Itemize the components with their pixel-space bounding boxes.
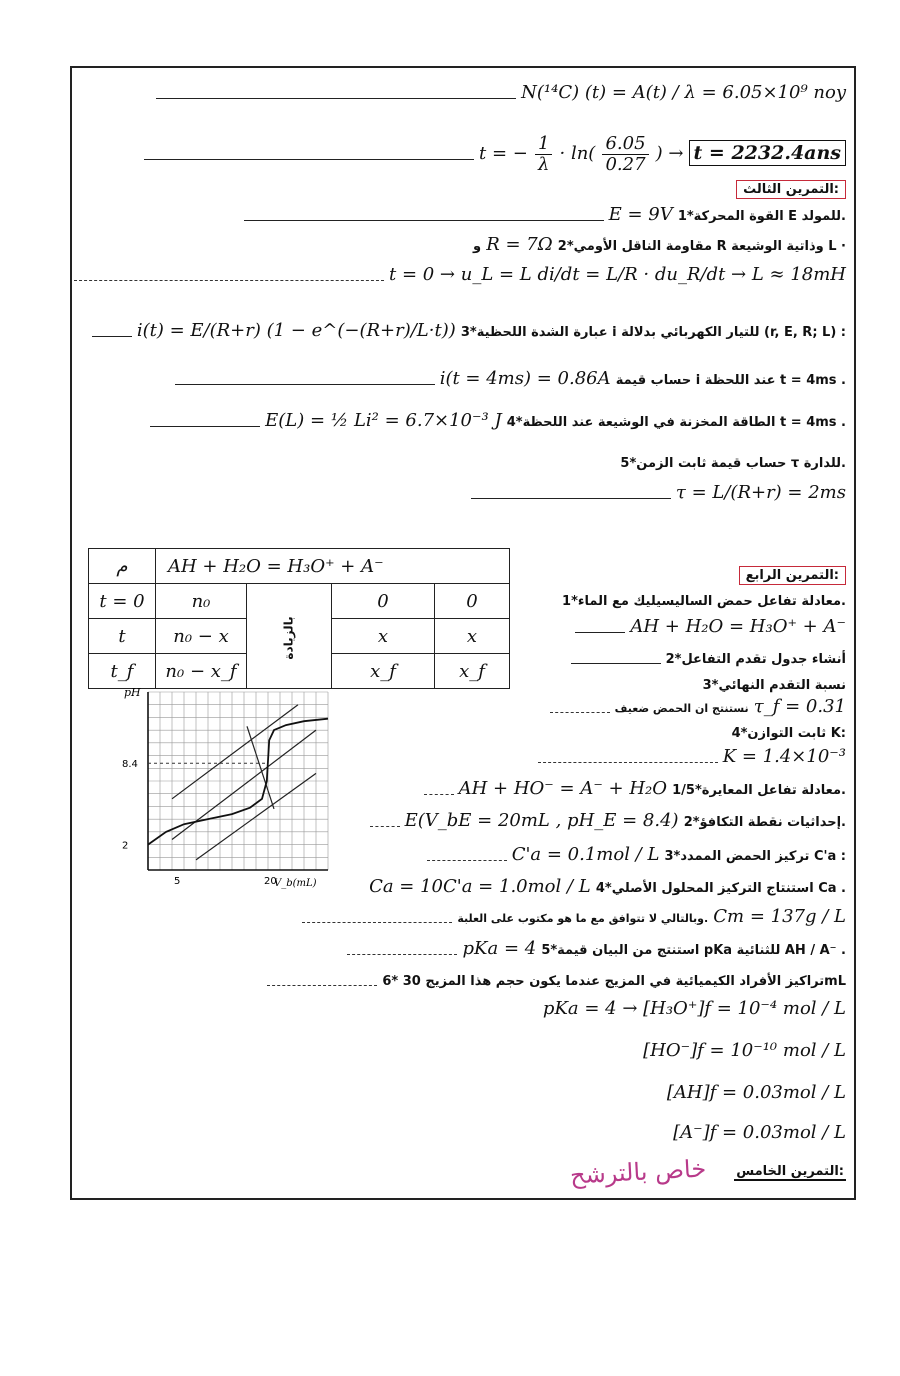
table-row — [89, 584, 510, 619]
time-result: t = 2232.4ans — [689, 140, 846, 166]
ex4-q6-m3: [AH]f = 0.03mol / L — [666, 1082, 846, 1103]
table-cell: x — [435, 619, 510, 654]
handwritten-note: خاص بالترشح — [569, 1154, 707, 1190]
y-axis-label: pH — [124, 686, 141, 699]
time-line: t = − $\frac{1}{\lambda}$ · ln( $\frac{6.05}{0.27}$ ) → t = 2232.4ans — [144, 134, 846, 175]
tangent-line-upper — [172, 705, 298, 799]
ex4-q5-4: Ca = 10C'a = 1.0mol / L 4*استنتاج التركيز المحلول الأصلي Ca . — [369, 876, 846, 897]
ex4-q5-4b: وبالتالي لا تتوافق مع ما هو مكتوب على العلبة. Cm = 137g / L — [302, 906, 846, 927]
ex4-q5-1: AH + HO⁻ = A⁻ + H₂O 1/5*معادلة تفاعل المعايرة. — [424, 778, 846, 799]
ex3-q2: و R = 7Ω 2*مقاومة الناقل الأومي R وذاتية الوشيعة L · — [473, 234, 846, 255]
ex4-q1-math: AH + H₂O = H₃O⁺ + A⁻ — [575, 616, 846, 637]
chart-grid — [148, 692, 328, 870]
ex4-heading-row — [739, 564, 846, 583]
ex4-q2: 2*أنشاء جدول تقدم التفاعل — [571, 648, 847, 667]
table-cell: t = 0 — [89, 584, 156, 619]
x-tick-label: 5 — [174, 876, 181, 887]
x-axis-label: V_b(mL) — [274, 878, 317, 889]
table-cell: n₀ − x_f — [156, 654, 247, 689]
ex4-q4: 4*ثابت التوازن K: — [731, 726, 846, 741]
table-cell: x — [332, 619, 435, 654]
chart-labels — [122, 686, 317, 889]
ex3-q3: i(t) = E/(R+r) (1 − e^(−(R+r)/L·t)) 3*عبارة الشدة اللحظية i للتيار الكهربائي بدلالة (r, E, R; L) : — [92, 320, 846, 341]
progress-table — [88, 548, 510, 689]
ex4-q6: 6* تراكيز الأفراد الكيميائية في المزيج عندما يكون حجم هذا المزيج 30mL — [267, 970, 846, 989]
chart-series — [148, 705, 328, 860]
x-tick-label: 20 — [264, 876, 277, 887]
ex4-q3-math: نستنتج ان الحمض ضعيف τ_f = 0.31 — [550, 696, 846, 717]
table-cell: x_f — [332, 654, 435, 689]
titration-chart — [108, 680, 348, 900]
excess-label: بالزيادة — [247, 584, 332, 689]
ex4-q4-math: K = 1.4×10⁻³ — [538, 746, 846, 767]
ex3-heading: التمرين الثالث: — [736, 180, 846, 199]
table-cell: t_f — [89, 654, 156, 689]
y-tick-label: 2 — [122, 840, 129, 852]
ex4-heading: التمرين الرابع: — [739, 566, 846, 585]
table-cell: x_f — [435, 654, 510, 689]
ex4-q5-5: pKa = 4 5*استنتج من البيان قيمة pKa للثنائية AH / A⁻ . — [347, 938, 846, 959]
table-cell: 0 — [435, 584, 510, 619]
ex4-q3: 3*نسبة التقدم النهائي — [702, 678, 846, 693]
ex4-q5-3: C'a = 0.1mol / L 3*تركيز الحمض الممدد C'a : — [427, 844, 846, 865]
ph-curve — [148, 719, 328, 845]
one-over-lambda: $\frac{1}{\lambda}$ — [535, 134, 552, 175]
ex4-q5-2: E(V_bE = 20mL , pH_E = 8.4) 2*إحداثيات نقطة التكافؤ. — [370, 810, 846, 831]
n14c-line: N(¹⁴C) (t) = A(t) / λ = 6.05×10⁹ noy — [156, 82, 846, 103]
ex4-q6-m1: pKa = 4 → [H₃O⁺]f = 10⁻⁴ mol / L — [542, 998, 846, 1019]
ex4-q6-m2: [HO⁻]f = 10⁻¹⁰ mol / L — [643, 1040, 846, 1061]
table-cell: n₀ — [156, 584, 247, 619]
table-header-equation: AH + H₂O = H₃O⁺ + A⁻ — [156, 549, 510, 584]
ex3-q5: 5*حساب قيمة ثابت الزمن τ للدارة. — [620, 456, 846, 471]
ratio-fraction: $\frac{6.05}{0.27}$ — [602, 134, 648, 175]
ex4-q1: 1*معادلة تفاعل حمض الساليسيليك مع الماء. — [562, 594, 846, 609]
ex3-q4: E(L) = ½ Li² = 6.7×10⁻³ J 4*الطاقة المخزنة في الوشيعة عند اللحظة t = 4ms . — [150, 410, 846, 431]
ex3-q5-result: τ = L/(R+r) = 2ms — [471, 482, 846, 503]
table-header-row — [89, 549, 510, 584]
ex3-q1: E = 9V 1*القوة المحركة E للمولد. — [244, 204, 847, 225]
ex5-heading: التمرين الخامس: — [736, 1164, 844, 1179]
table-cell: n₀ − x — [156, 619, 247, 654]
ex3-q2-line2: t = 0 → u_L = L di/dt = L/R · du_R/dt → L ≈ 18mH — [74, 264, 846, 285]
table-cell: 0 — [332, 584, 435, 619]
table-cell: t — [89, 619, 156, 654]
ex3-heading-row — [736, 178, 846, 197]
table-header-left: م — [89, 549, 156, 584]
ex3-q3b: i(t = 4ms) = 0.86A حساب قيمة i عند اللحظة t = 4ms . — [175, 368, 846, 389]
y-tick-label: 8.4 — [122, 759, 138, 771]
ex5-heading-row — [734, 1160, 846, 1179]
answer-sheet — [70, 66, 856, 1200]
ex4-q6-m4: [A⁻]f = 0.03mol / L — [673, 1122, 846, 1143]
